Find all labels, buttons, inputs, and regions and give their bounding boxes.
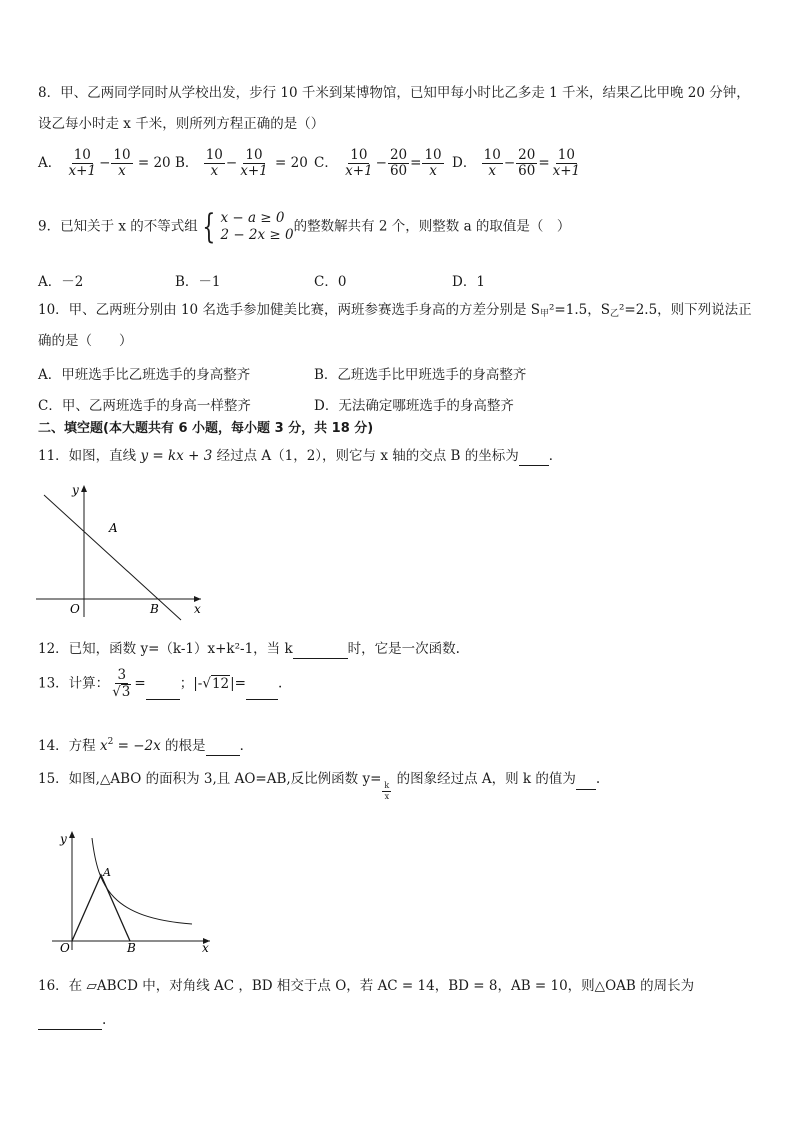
q15-hyperbola-curve	[92, 838, 192, 924]
q10-option-a[interactable]: A．甲班选手比乙班选手的身高整齐	[38, 367, 251, 383]
q12-answer-blank[interactable]	[293, 643, 348, 659]
q12-stem: 12．已知，函数 y=（k-1）x+k²-1，当 k 时，它是一次函数.	[38, 641, 460, 657]
q10-line1: 10．甲、乙两班分别由 10 名选手参加健美比赛，两班参赛选手身高的方差分别是 $S_甲^2=1.5$，$S_乙^2=2.5$，则下列说法正	[38, 302, 752, 319]
q14-stem: 14．方程 $x^2 = -2x$ 的根是 ．	[38, 737, 254, 754]
q15-triangle-abo	[72, 875, 130, 941]
q10-option-d[interactable]: D．无法确定哪班选手的身高整齐	[314, 398, 514, 414]
q11-figure	[36, 482, 206, 622]
q9-option-b[interactable]: B．－1	[175, 274, 221, 290]
q9-stem: 9．已知关于 x 的不等式组 { x − a ≥ 0 2 − 2x ≥ 0 的整数解共有 2 个，则整数 a 的取值是（ ）	[38, 207, 571, 247]
q9-inequality-system: x − a ≥ 0 2 − 2x ≥ 0	[220, 210, 294, 243]
q8-option-a[interactable]: A． $\frac{10}{x+1}$ − $\frac{10}{x}$ = 20	[38, 147, 171, 179]
q11-label-origin: O	[70, 602, 80, 616]
q11-y-axis-arrow	[81, 485, 87, 492]
q15-label-x: x	[202, 941, 209, 955]
q16-line2: .	[38, 1010, 106, 1030]
q15-k-over-x-fraction: $\frac{k}{x}$	[384, 781, 390, 801]
q9-option-d[interactable]: D．1	[452, 274, 485, 290]
q13-answer-blank-1[interactable]	[146, 684, 180, 700]
q8-option-d[interactable]: D． $\frac{10}{x}$ − $\frac{20}{60}$ = $\frac{10}{x+1}$	[452, 147, 581, 179]
q15-y-axis-arrow	[69, 831, 75, 838]
q8-option-b[interactable]: B． $\frac{10}{x}$ − $\frac{10}{x+1}$ = 20	[175, 147, 308, 179]
q11-label-b: B	[150, 602, 159, 616]
q15-figure	[52, 828, 222, 956]
q11-label-a: A	[109, 521, 118, 535]
q15-answer-blank[interactable]	[576, 774, 596, 790]
q13-answer-blank-2[interactable]	[246, 684, 278, 700]
q10-option-c[interactable]: C．甲、乙两班选手的身高一样整齐	[38, 398, 251, 414]
q8-option-c[interactable]: C． $\frac{10}{x+1}$ − $\frac{20}{60}$ = $\frac{10}{x}$	[314, 147, 442, 179]
q13-stem: 13．计算： $\frac{3}{√3}$ = ；|-√12|= .	[38, 667, 283, 700]
q11-label-x: x	[194, 602, 201, 616]
q16-answer-blank[interactable]	[38, 1014, 102, 1030]
q15-label-origin: O	[60, 941, 70, 955]
q9-option-c[interactable]: C．0	[314, 274, 347, 290]
q11-answer-blank[interactable]	[519, 450, 549, 466]
q15-label-y: y	[60, 832, 67, 846]
q15-stem: 15．如图,△ABO 的面积为 3,且 AO=AB,反比例函数 y= $\frac{k}{x}$ 的图象经过点 A，则 k 的值为 .	[38, 771, 601, 801]
q15-label-a: A	[103, 866, 111, 879]
q16-line1: 16．在 ▱ABCD 中，对角线 AC ，BD 相交于点 O，若 AC = 14，BD = 8，AB = 10，则△OAB 的周长为	[38, 978, 695, 994]
q15-label-b: B	[127, 941, 136, 955]
q11-stem: 11．如图，直线 y = kx + 3 经过点 A（1，2），则它与 x 轴的交点 B 的坐标为 ．	[38, 448, 563, 464]
q14-answer-blank[interactable]	[206, 740, 240, 756]
q8-line1: 8．甲、乙两同学同时从学校出发，步行 10 千米到某博物馆，已知甲每小时比乙多走 1 千米，结果乙比甲晚 20 分钟，	[38, 85, 750, 101]
q8-line2: 设乙每小时走 x 千米，则所列方程正确的是（）	[38, 116, 325, 132]
q9-option-a[interactable]: A．－2	[38, 274, 84, 290]
q11-label-y: y	[72, 483, 79, 497]
q10-line2: 确的是（ ）	[38, 333, 133, 349]
section-title-fill-in: 二、填空题(本大题共有 6 小题，每小题 3 分，共 18 分)	[38, 421, 374, 436]
q10-option-b[interactable]: B．乙班选手比甲班选手的身高整齐	[314, 367, 527, 383]
q11-line-graph	[44, 495, 181, 620]
